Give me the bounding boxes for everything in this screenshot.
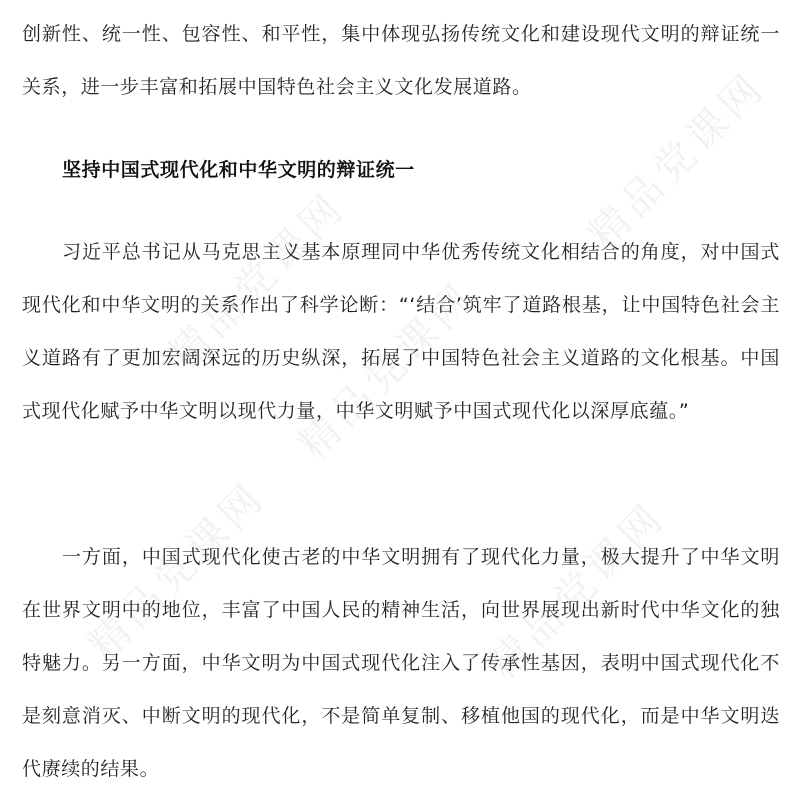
paragraph-analysis: 一方面，中国式现代化使古老的中华文明拥有了现代化力量，极大提升了中华文明在世界文明中的地位，丰富了中国人民的精神生活，向世界展现出新时代中华文化的独特魅力。另一方面，中华文明为中国式现代化注入了传承性基因，表明中国式现代化不是刻意消灭、中断文明的现代化，不是简单复制、移植他国的现代化，而是中华文明迭代赓续的结果。 <box>22 546 780 780</box>
watermark: 精品党课网 <box>159 183 356 379</box>
watermark: 精品党课网 <box>579 63 776 259</box>
paragraph-quote: 习近平总书记从马克思主义基本原理同中华优秀传统文化相结合的角度，对中国式现代化和中华文明的关系作出了科学论断：“‘结合’筑牢了道路根基，让中国特色社会主义道路有了更加宏阔深远的历史纵深，拓展了中国特色社会主义道路的文化根基。中国式现代化赋予中华文明以现代力量，中华文明赋予中国式现代化以深厚底蕴。” <box>22 241 780 422</box>
section-heading: 坚持中国式现代化和中华文明的辩证统一 <box>62 159 415 181</box>
watermark: 精品党课网 <box>79 473 276 669</box>
paragraph-intro-continuation: 创新性、统一性、包容性、和平性，集中体现弘扬传统文化和建设现代文明的辩证统一关系，进一步丰富和拓展中国特色社会主义文化发展道路。 <box>22 23 780 98</box>
watermark: 精品党课网 <box>289 273 486 469</box>
watermark: 精品党课网 <box>479 493 676 689</box>
